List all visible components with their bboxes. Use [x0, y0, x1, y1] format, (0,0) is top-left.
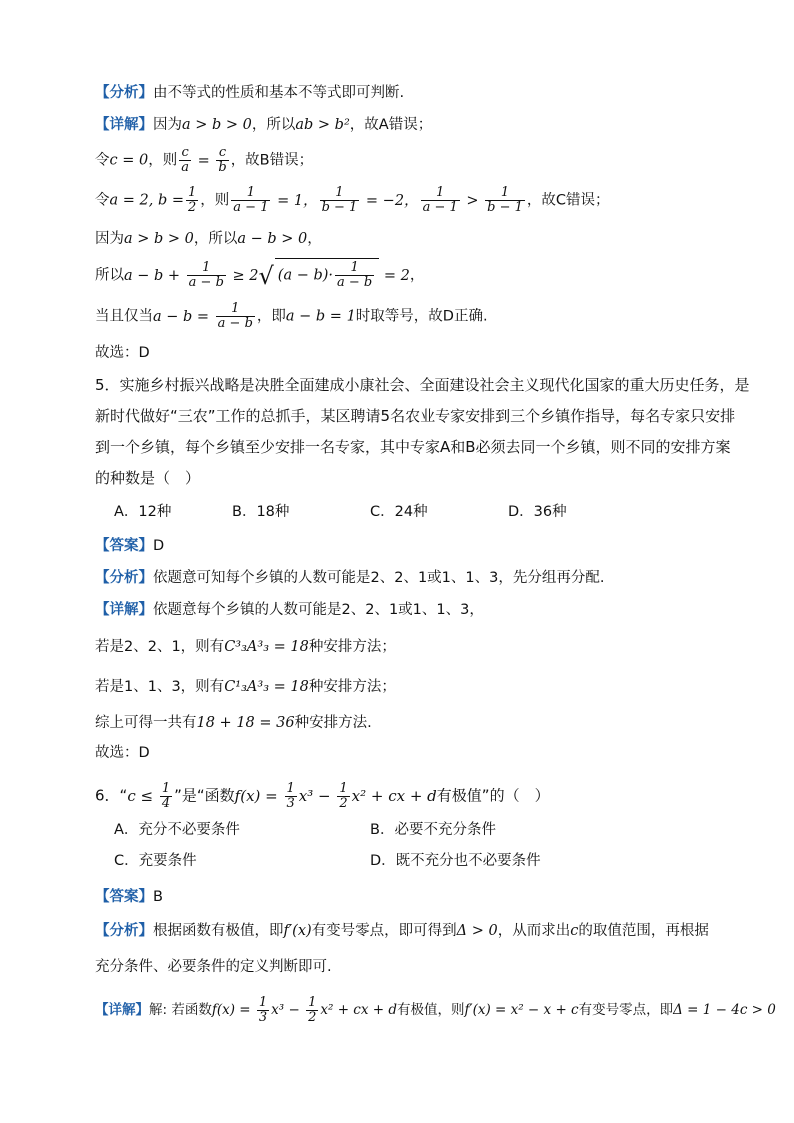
text: 若是2、2、1，则有 — [95, 639, 225, 655]
math: a > b > 0 — [124, 231, 194, 247]
q5-option-d[interactable]: D．36种 — [508, 504, 567, 520]
q6-answer-line — [95, 890, 163, 905]
text: ”是“函数 — [174, 786, 235, 805]
math-func: f(x) = $\frac{1}{3}$ x³ − $\frac{1}{2}$ x² + cx + d — [211, 995, 398, 1025]
q5-stem-2: 新时代做好“三农”工作的总抓手，某区聘请5名农业专家安排到三个乡镇作指导，每名专家只安排 — [95, 407, 736, 425]
q4-detail-line-6 — [95, 302, 488, 331]
text: 有变号零点，即可得到 — [311, 923, 457, 939]
detail-tag: 【详解】 — [95, 602, 153, 618]
q6-answer: B — [153, 889, 163, 905]
q6-options-row-2 — [114, 854, 541, 869]
analysis-tag: 【分析】 — [95, 570, 153, 586]
q5-analysis-line — [95, 571, 604, 586]
math: f′(x) = x² − x + c — [464, 1002, 579, 1018]
text: 根据函数有极值，即 — [153, 923, 284, 939]
analysis-tag: 【分析】 — [95, 923, 153, 939]
q4-detail-line-2 — [95, 146, 313, 175]
text: 因为 — [95, 231, 124, 247]
math: C¹₃A³₃ = 18 — [224, 679, 309, 695]
text: 6．“ — [95, 786, 128, 805]
math: a = 2, b = — [109, 192, 184, 209]
math-frac-ca: $\frac{c}{a}$ = $\frac{c}{b}$ — [181, 145, 227, 175]
q5-detail-line — [95, 603, 484, 618]
math-expr: $\frac{1}{a - 1}$ = 1， $\frac{1}{b - 1}$ = −2， $\frac{1}{a - 1}$ > $\frac{1}{b - 1}$ — [233, 185, 523, 215]
text: ，故B错误； — [230, 152, 314, 169]
q5-option-b[interactable]: B．18种 — [232, 504, 290, 520]
q6-analysis-line-1 — [95, 924, 709, 939]
detail-tag: 【详解】 — [95, 117, 153, 133]
q4-analysis-text: 由不等式的性质和基本不等式即可判断. — [153, 85, 405, 101]
text: ，故A错误； — [349, 117, 433, 133]
text: ，则 — [200, 192, 230, 209]
q6-analysis-line-2: 充分条件、必要条件的定义判断即可. — [95, 959, 332, 975]
math-func: f(x) = $\frac{1}{3}$ x³ − $\frac{1}{2}$ x² + cx + d — [234, 781, 437, 811]
q5-stem-1: 5．实施乡村振兴战略是决胜全面建成小康社会、全面建设社会主义现代化国家的重大历史任务，是 — [95, 376, 750, 394]
q6-option-d[interactable]: D．既不充分也不必要条件 — [370, 853, 541, 869]
math-frac: $\frac{1}{2}$ — [188, 185, 197, 215]
q4-analysis-line — [95, 86, 404, 101]
q6-stem — [95, 782, 550, 811]
math: 18 + 18 = 36 — [196, 715, 295, 731]
analysis-tag: 【分析】 — [95, 85, 153, 101]
math-eq: a − b = $\frac{1}{a - b}$ — [153, 301, 253, 331]
text: 令 — [95, 152, 110, 169]
q6-option-b[interactable]: B．必要不充分条件 — [370, 822, 496, 838]
q5-stem-4: 的种数是（ ） — [95, 469, 201, 487]
math: Δ > 0 — [456, 923, 498, 939]
text: 令 — [95, 192, 110, 209]
text: 所以 — [95, 267, 124, 284]
math: a − b = 1 — [285, 308, 356, 325]
text: ，故C错误； — [526, 192, 610, 209]
q4-detail-line-1 — [95, 118, 432, 133]
q4-detail-line-4 — [95, 232, 322, 247]
answer-tag: 【答案】 — [95, 538, 153, 554]
text: 若是1、1、3，则有 — [95, 679, 225, 695]
q5-option-a[interactable]: A．12种 — [114, 504, 172, 520]
text: 种安排方法. — [294, 715, 372, 731]
math-c-le: c ≤ $\frac{1}{4}$ — [127, 781, 171, 811]
text: ，则 — [148, 152, 178, 169]
q5-stem-3: 到一个乡镇，每个乡镇至少安排一名专家，其中专家A和B必须去同一个乡镇，则不同的安排方案 — [95, 438, 731, 456]
math: Δ = 1 − 4c > 0 — [673, 1002, 776, 1018]
q6-options-row-1 — [114, 823, 496, 838]
text: ， — [307, 231, 322, 247]
math: c — [570, 923, 579, 939]
math-amgm: a − b + $\frac{1}{a - b}$ ≥ 2√ (a − b)· $\frac{1}{a - b}$ = 2 — [124, 260, 410, 290]
detail-tag: 【详解】 — [95, 1002, 149, 1018]
math: ab > b² — [295, 117, 350, 133]
q6-option-a[interactable]: A．充分不必要条件 — [114, 822, 240, 838]
text: ，即 — [256, 308, 286, 325]
q6-detail-line — [95, 996, 776, 1025]
text: 解: 若函数 — [149, 1002, 212, 1018]
q5-choice: 故选：D — [95, 745, 150, 761]
text: 种安排方法； — [308, 679, 396, 695]
q4-detail-line-3 — [95, 186, 610, 215]
math: f′(x) — [283, 923, 312, 939]
q6-option-c[interactable]: C．充要条件 — [114, 853, 197, 869]
text: 当且仅当 — [95, 308, 153, 325]
text: 综上可得一共有 — [95, 715, 197, 731]
text: 有极值”的（ ） — [436, 786, 550, 805]
q4-detail-line-5 — [95, 258, 424, 290]
text: ，所以 — [193, 231, 238, 247]
text: 的取值范围，再根据 — [578, 923, 709, 939]
q5-answer: D — [153, 538, 165, 554]
text: ，所以 — [251, 117, 296, 133]
q5-option-c[interactable]: C．24种 — [370, 504, 428, 520]
text: 时取等号，故D正确. — [355, 308, 488, 325]
text: ，从而求出 — [497, 923, 571, 939]
text: 有极值，则 — [397, 1002, 465, 1018]
q5-case-2 — [95, 680, 396, 695]
answer-tag: 【答案】 — [95, 889, 153, 905]
text: ， — [409, 267, 425, 284]
text: 有变号零点，即 — [578, 1002, 674, 1018]
q5-analysis-text: 依题意可知每个乡镇的人数可能是2、2、1或1、1、3，先分组再分配. — [153, 570, 605, 586]
q5-options — [114, 505, 567, 520]
q5-sum — [95, 716, 372, 731]
math: C³₃A³₃ = 18 — [224, 639, 309, 655]
q5-case-1 — [95, 640, 396, 655]
q5-answer-line — [95, 539, 164, 554]
q5-detail-text: 依题意每个乡镇的人数可能是2、2、1或1、1、3， — [153, 602, 484, 618]
q4-choice: 故选：D — [95, 345, 150, 361]
math: a − b > 0 — [237, 231, 308, 247]
math: c = 0 — [109, 152, 149, 169]
math: a > b > 0 — [182, 117, 252, 133]
text: 因为 — [153, 117, 182, 133]
text: 种安排方法； — [308, 639, 396, 655]
